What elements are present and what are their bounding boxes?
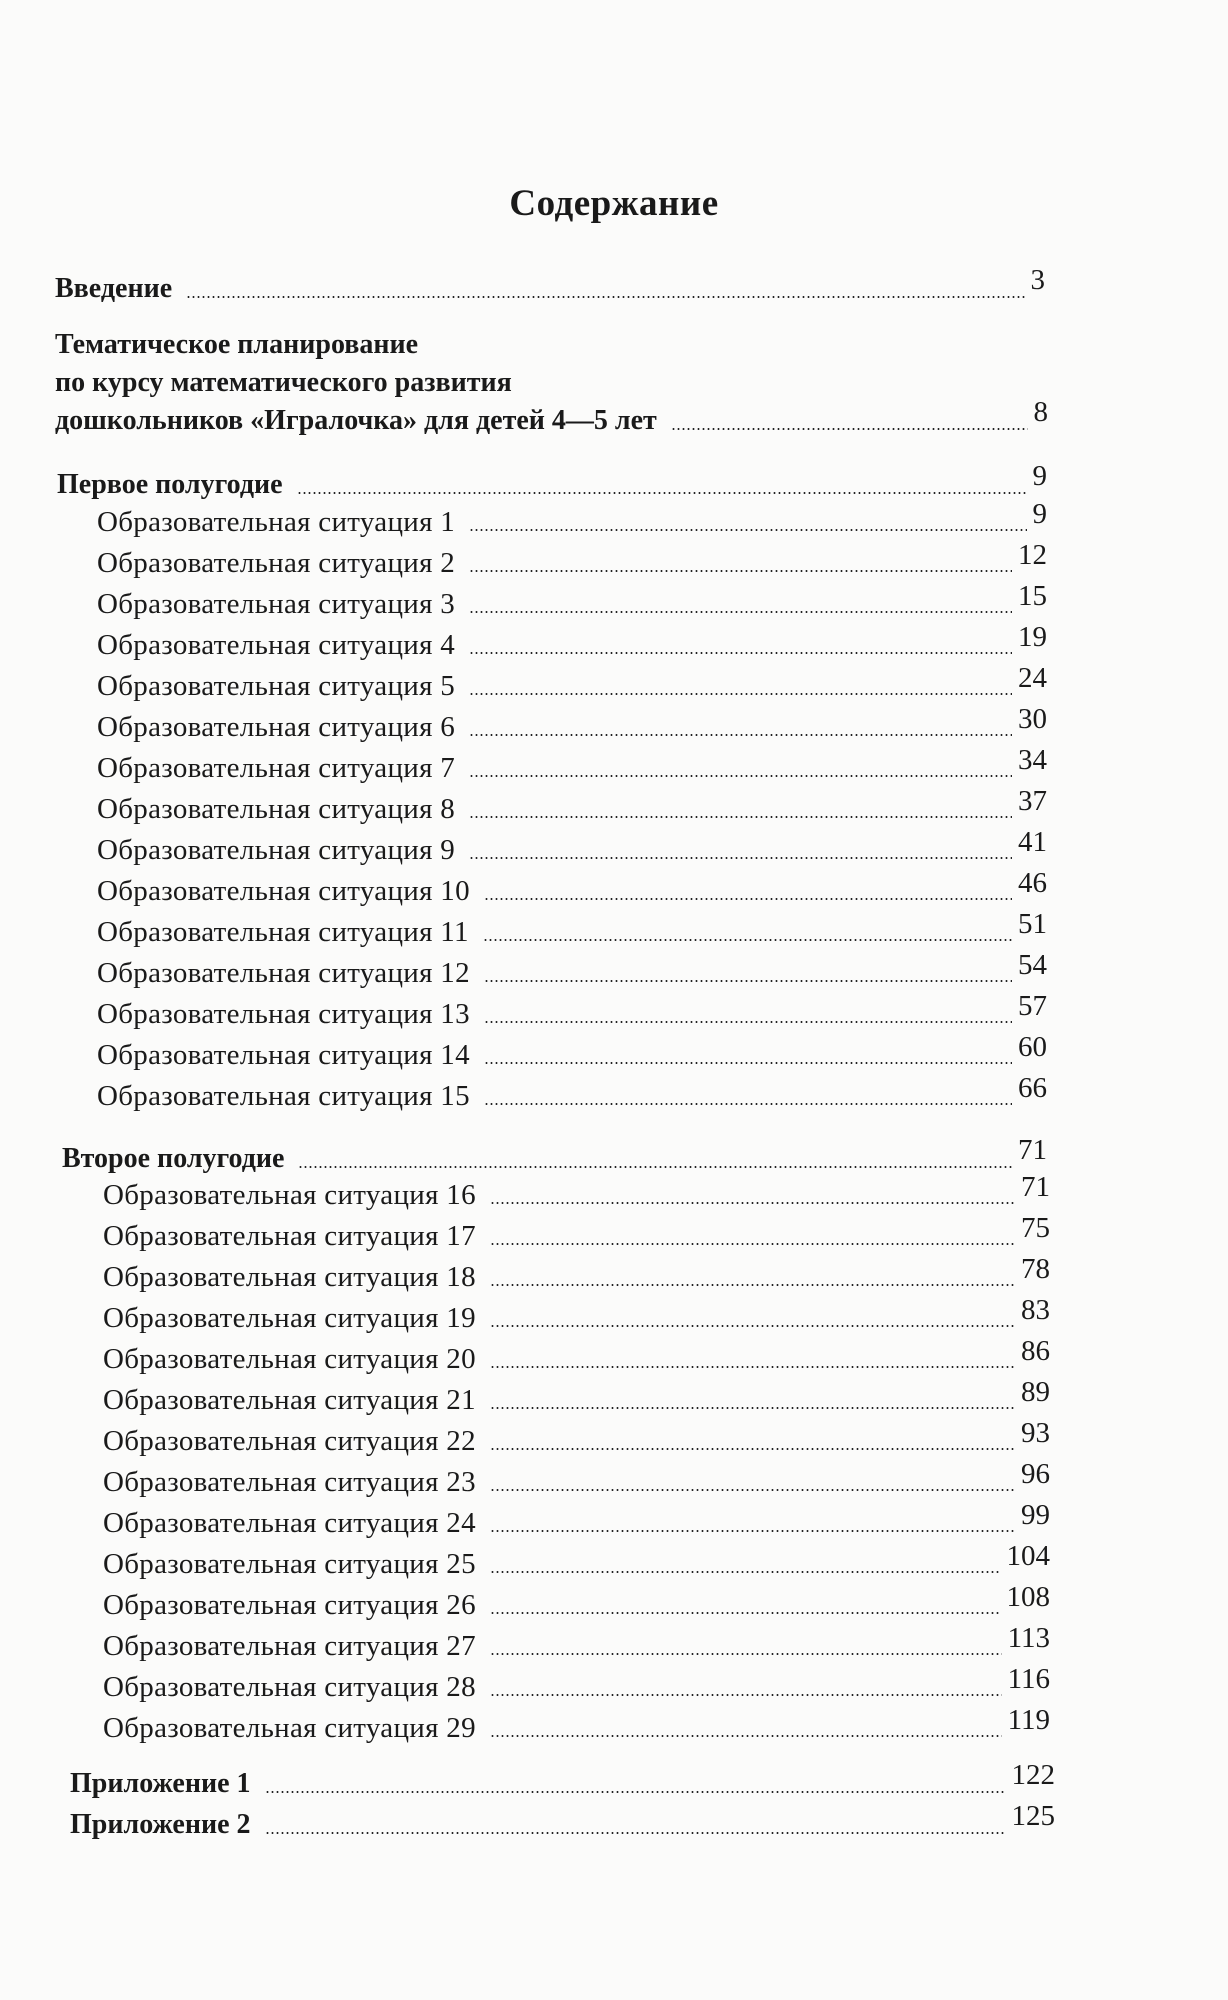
- toc-subentry[interactable]: [97, 949, 1047, 991]
- toc-page-number: 116: [1007, 1663, 1050, 1695]
- toc-subentry[interactable]: [97, 1072, 1047, 1114]
- toc-subentry-label: Образовательная ситуация 11: [97, 916, 469, 948]
- toc-subentry-label: Образовательная ситуация 29: [103, 1712, 476, 1744]
- toc-subentry[interactable]: [103, 1540, 1050, 1582]
- toc-subentry-label: Образовательная ситуация 1: [97, 506, 456, 538]
- toc-subentry[interactable]: [97, 1031, 1047, 1073]
- toc-subentry[interactable]: [103, 1581, 1050, 1623]
- dot-leader: [490, 1243, 1015, 1245]
- toc-subentry[interactable]: [97, 867, 1047, 909]
- toc-page-number: 9: [1032, 498, 1047, 530]
- toc-page-number: 3: [1030, 264, 1045, 296]
- dot-leader: [483, 939, 1012, 941]
- dot-leader: [490, 1366, 1015, 1368]
- toc-page-number: 15: [1018, 580, 1047, 612]
- toc-subentry-label: Образовательная ситуация 16: [103, 1179, 476, 1211]
- toc-entry-appendix-2[interactable]: [70, 1800, 1055, 1843]
- toc-subentry[interactable]: [103, 1376, 1050, 1418]
- dot-leader: [186, 296, 1024, 298]
- toc-page-number: 19: [1018, 621, 1047, 653]
- dot-leader: [265, 1791, 1006, 1793]
- dot-leader: [469, 693, 1012, 695]
- toc-entry-half2[interactable]: [62, 1134, 1047, 1177]
- dot-leader: [469, 652, 1012, 654]
- toc-page-number: 46: [1018, 867, 1047, 899]
- toc-subentry-label: Образовательная ситуация 7: [97, 752, 456, 784]
- dot-leader: [671, 428, 1028, 430]
- toc-subentry-label: Образовательная ситуация 17: [103, 1220, 476, 1252]
- dot-leader: [469, 734, 1012, 736]
- toc-subentry[interactable]: [103, 1458, 1050, 1500]
- dot-leader: [298, 1166, 1012, 1168]
- toc-page-number: 66: [1018, 1072, 1047, 1104]
- toc-subentry[interactable]: [103, 1663, 1050, 1705]
- toc-subentry-label: Образовательная ситуация 2: [97, 547, 456, 579]
- dot-leader: [484, 980, 1012, 982]
- toc-subentry-label: Образовательная ситуация 15: [97, 1080, 470, 1112]
- toc-page-number: 24: [1018, 662, 1047, 694]
- dot-leader: [490, 1612, 1001, 1614]
- toc-subentry[interactable]: [103, 1622, 1050, 1664]
- toc-subentry[interactable]: [103, 1253, 1050, 1295]
- toc-subentry[interactable]: [97, 498, 1047, 540]
- dot-leader: [490, 1284, 1015, 1286]
- toc-subentry-label: Образовательная ситуация 24: [103, 1507, 476, 1539]
- dot-leader: [490, 1694, 1002, 1696]
- toc-entry-appendix-1[interactable]: [70, 1759, 1055, 1802]
- toc-subentry[interactable]: [103, 1704, 1050, 1746]
- toc-page-number: 8: [1033, 396, 1048, 428]
- toc-page-number: 93: [1021, 1417, 1050, 1449]
- toc-page-number: 54: [1018, 949, 1047, 981]
- toc-subentry-label: Образовательная ситуация 13: [97, 998, 470, 1030]
- toc-subentry[interactable]: [97, 703, 1047, 745]
- toc-entry-label: Введение: [55, 273, 173, 304]
- toc-entry-intro[interactable]: [55, 264, 1045, 307]
- toc-subentry-label: Образовательная ситуация 5: [97, 670, 456, 702]
- dot-leader: [484, 898, 1012, 900]
- toc-page-number: 78: [1021, 1253, 1050, 1285]
- toc-subentry-label: Образовательная ситуация 4: [97, 629, 456, 661]
- toc-page-number: 57: [1018, 990, 1047, 1022]
- toc-entry-label: Приложение 1: [70, 1768, 251, 1799]
- dot-leader: [484, 1062, 1012, 1064]
- toc-page-number: 71: [1018, 1134, 1047, 1166]
- toc-entry-label: дошкольников «Игралочка» для детей 4—5 лет: [55, 405, 657, 436]
- toc-subentry[interactable]: [103, 1212, 1050, 1254]
- toc-page-number: 119: [1007, 1704, 1050, 1736]
- dot-leader: [490, 1407, 1015, 1409]
- toc-subentry-label: Образовательная ситуация 12: [97, 957, 470, 989]
- toc-entry-thematic-heading[interactable]: [55, 326, 512, 402]
- toc-page-number: 12: [1018, 539, 1047, 571]
- toc-subentry[interactable]: [97, 908, 1047, 950]
- toc-entry-line: по курсу математического развития: [55, 367, 512, 398]
- page-title: Содержание: [509, 183, 719, 224]
- toc-entry-thematic[interactable]: [55, 396, 1048, 439]
- toc-page-number: 51: [1018, 908, 1047, 940]
- toc-subentry-label: Образовательная ситуация 27: [103, 1630, 476, 1662]
- dot-leader: [469, 570, 1012, 572]
- toc-subentry[interactable]: [103, 1335, 1050, 1377]
- dot-leader: [469, 529, 1026, 531]
- toc-subentry[interactable]: [103, 1171, 1050, 1213]
- toc-page-number: 89: [1021, 1376, 1050, 1408]
- toc-page-number: 71: [1021, 1171, 1050, 1203]
- dot-leader: [469, 611, 1012, 613]
- dot-leader: [490, 1571, 1001, 1573]
- dot-leader: [490, 1489, 1015, 1491]
- toc-subentry[interactable]: [97, 621, 1047, 663]
- toc-subentry-label: Образовательная ситуация 26: [103, 1589, 476, 1621]
- toc-subentry[interactable]: [97, 539, 1047, 581]
- dot-leader: [297, 492, 1027, 494]
- toc-subentry-label: Образовательная ситуация 14: [97, 1039, 470, 1071]
- toc-subentry-label: Образовательная ситуация 8: [97, 793, 456, 825]
- dot-leader: [484, 1021, 1012, 1023]
- toc-entry-label: Приложение 2: [70, 1809, 251, 1840]
- toc-subentry-label: Образовательная ситуация 19: [103, 1302, 476, 1334]
- toc-page-number: 125: [1011, 1800, 1055, 1832]
- toc-subentry-label: Образовательная ситуация 20: [103, 1343, 476, 1375]
- toc-subentry[interactable]: [97, 744, 1047, 786]
- toc-page-number: 122: [1011, 1759, 1055, 1791]
- dot-leader: [469, 816, 1012, 818]
- dot-leader: [490, 1202, 1015, 1204]
- toc-page-number: 96: [1021, 1458, 1050, 1490]
- toc-subentry-label: Образовательная ситуация 10: [97, 875, 470, 907]
- dot-leader: [265, 1832, 1006, 1834]
- toc-subentry-label: Образовательная ситуация 3: [97, 588, 456, 620]
- toc-page-number: 30: [1018, 703, 1047, 735]
- toc-page-number: 75: [1021, 1212, 1050, 1244]
- toc-page-number: 108: [1006, 1581, 1050, 1613]
- toc-subentry[interactable]: [97, 662, 1047, 704]
- toc-entry-line: Тематическое планирование: [55, 329, 419, 360]
- dot-leader: [469, 775, 1012, 777]
- toc-subentry[interactable]: [97, 785, 1047, 827]
- toc-subentry[interactable]: [103, 1417, 1050, 1459]
- toc-subentry-label: Образовательная ситуация 18: [103, 1261, 476, 1293]
- toc-subentry-label: Образовательная ситуация 6: [97, 711, 456, 743]
- toc-subentry-label: Образовательная ситуация 25: [103, 1548, 476, 1580]
- toc-entry-label: Второе полугодие: [62, 1143, 285, 1174]
- toc-page-number: 37: [1018, 785, 1047, 817]
- toc-page-number: 34: [1018, 744, 1047, 776]
- toc-subentry[interactable]: [103, 1294, 1050, 1336]
- toc-page-number: 41: [1018, 826, 1047, 858]
- dot-leader: [469, 857, 1012, 859]
- dot-leader: [490, 1530, 1015, 1532]
- toc-page-number: 113: [1007, 1622, 1050, 1654]
- toc-page-number: 99: [1021, 1499, 1050, 1531]
- toc-subentry-label: Образовательная ситуация 22: [103, 1425, 476, 1457]
- toc-subentry-label: Образовательная ситуация 28: [103, 1671, 476, 1703]
- toc-page-number: 60: [1018, 1031, 1047, 1063]
- toc-subentry[interactable]: [97, 580, 1047, 622]
- dot-leader: [490, 1448, 1015, 1450]
- toc-subentry-label: Образовательная ситуация 23: [103, 1466, 476, 1498]
- toc-subentry[interactable]: [97, 826, 1047, 868]
- dot-leader: [490, 1735, 1002, 1737]
- toc-entry-label: Первое полугодие: [57, 469, 283, 500]
- toc-page-number: 9: [1032, 460, 1047, 492]
- dot-leader: [490, 1325, 1015, 1327]
- dot-leader: [490, 1653, 1002, 1655]
- toc-page-number: 83: [1021, 1294, 1050, 1326]
- toc-page-number: 86: [1021, 1335, 1050, 1367]
- dot-leader: [484, 1103, 1012, 1105]
- toc-subentry[interactable]: [103, 1499, 1050, 1541]
- toc-subentry-label: Образовательная ситуация 21: [103, 1384, 476, 1416]
- toc-entry-half1[interactable]: [57, 460, 1047, 503]
- toc-subentry[interactable]: [97, 990, 1047, 1032]
- toc-subentry-label: Образовательная ситуация 9: [97, 834, 456, 866]
- toc-page-number: 104: [1006, 1540, 1050, 1572]
